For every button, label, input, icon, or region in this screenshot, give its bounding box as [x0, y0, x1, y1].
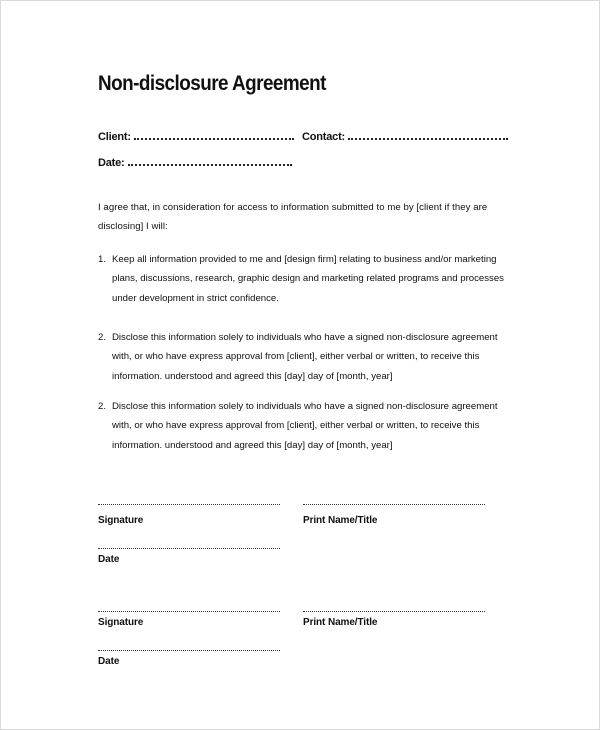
print-name-line[interactable] [303, 611, 485, 612]
item-number: 1. [98, 254, 107, 265]
item-line: Disclose this information solely to individuals who have a signed non-disclosure agreement [112, 401, 498, 412]
signature-label: Signature [98, 617, 144, 628]
item-line: Keep all information provided to me and [design firm] relating to business and/or marketing [112, 254, 497, 265]
contact-label: Contact: [302, 131, 346, 143]
document-title: Non-disclosure Agreement [98, 72, 326, 95]
client-field[interactable] [98, 130, 294, 143]
item-number: 2. [98, 332, 107, 343]
list-item [98, 397, 518, 455]
contact-blank[interactable] [348, 130, 508, 140]
print-name-line[interactable] [303, 504, 485, 505]
print-name-label: Print Name/Title [303, 515, 378, 526]
list-item [98, 328, 518, 386]
client-label: Client: [98, 131, 131, 143]
item-line: with, or who have express approval from [client], either verbal or written, to receive this [112, 420, 480, 432]
date-blank[interactable] [128, 156, 292, 166]
date-label: Date [98, 656, 120, 667]
date-label: Date [98, 554, 120, 565]
item-line: plans, discussions, research, graphic design and marketing related programs and processes [112, 273, 504, 285]
intro-line: disclosing] I will: [98, 221, 168, 232]
item-line: information. understood and agreed this [day] day of [month, year] [112, 370, 393, 382]
date-field[interactable] [98, 156, 292, 169]
intro-line: I agree that, in consideration for access to information submitted to me by [client if they are [98, 202, 488, 213]
signature-label: Signature [98, 515, 144, 526]
item-line: under development in strict confidence. [112, 292, 279, 304]
date-line[interactable] [98, 650, 280, 651]
item-line: with, or who have express approval from [client], either verbal or written, to receive this [112, 351, 480, 363]
list-item [98, 250, 518, 308]
print-name-label: Print Name/Title [303, 617, 378, 628]
signature-line[interactable] [98, 611, 280, 612]
item-number: 2. [98, 401, 107, 412]
signature-line[interactable] [98, 504, 280, 505]
date-line[interactable] [98, 548, 280, 549]
intro-paragraph [98, 198, 487, 236]
item-line: information. understood and agreed this [day] day of [month, year] [112, 439, 393, 451]
item-line: Disclose this information solely to individuals who have a signed non-disclosure agreement [112, 332, 498, 343]
date-label: Date: [98, 157, 125, 169]
client-blank[interactable] [134, 130, 294, 140]
contact-field[interactable] [302, 130, 508, 143]
